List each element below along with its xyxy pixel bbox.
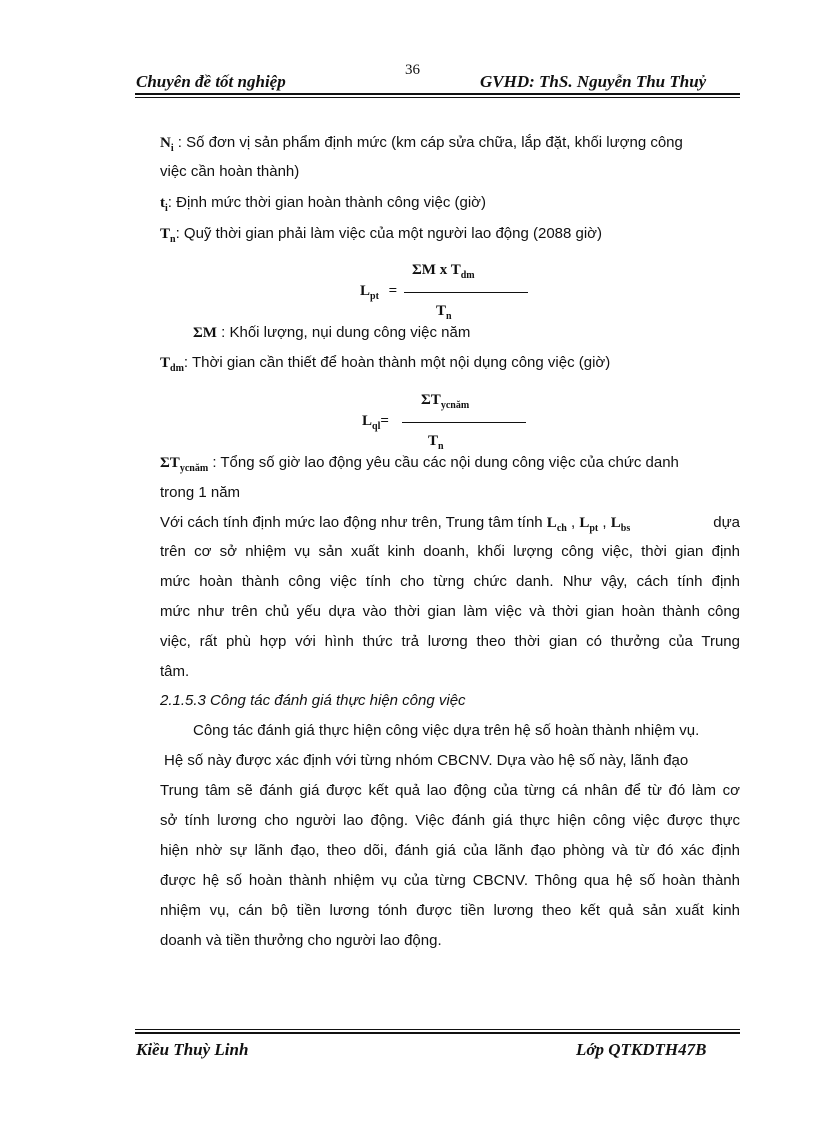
formula2-lhs	[362, 413, 389, 430]
formula2-numerator-text: ΣT	[421, 392, 441, 408]
def-tn-line	[160, 224, 740, 246]
para2-line-8: doanh và tiền thưởng cho người lao động.	[160, 932, 442, 949]
lch-symbol: L	[546, 515, 557, 531]
header-rule-thin	[135, 97, 740, 98]
tn-text: : Quỹ thời gian phải làm việc của một người lao động (2088 giờ)	[175, 225, 603, 242]
sm-text: : Khối lượng, nụi dung công việc năm	[216, 324, 471, 341]
formula2-denominator	[428, 433, 444, 450]
comma-1: ,	[566, 514, 580, 531]
footer-right: Lớp QTKDTH47B	[576, 1040, 707, 1059]
para1-line-1-post: dựa	[713, 514, 740, 531]
formula1-denominator-text: T	[436, 303, 447, 319]
ni-text: : Số đơn vị sản phẩm định mức (km cáp sửa chữa, lắp đặt, khối lượng công	[173, 134, 683, 151]
para2-line-7: nhiệm vụ, cán bộ tiền lương tónh được tiền lương theo kết quả sản xuất kinh	[160, 902, 740, 919]
section-title: 2.1.5.3 Công tác đánh giá thực hiện công việc	[160, 692, 466, 709]
para1-line-1-pre: Với cách tính định mức lao động như trên, Trung tâm tính	[160, 514, 547, 531]
def-sty-line	[160, 453, 740, 475]
formula2-numerator	[421, 392, 469, 409]
para2-line-6: được hệ số hoàn thành nhiệm vụ của từng CBCNV. Thông qua hệ số hoàn thành	[160, 872, 740, 889]
sty-symbol: ΣT	[160, 455, 180, 471]
formula2-denominator-text: T	[428, 433, 439, 449]
page-number: 36	[405, 62, 420, 78]
def-sty-line-2: trong 1 năm	[160, 484, 241, 501]
sm-symbol: ΣM	[193, 325, 217, 341]
header-left: Chuyên đề tốt nghiệp	[136, 72, 286, 91]
formula1-lhs-text: L	[360, 283, 371, 299]
ti-symbol: t	[160, 195, 165, 211]
formula1-fraction-bar	[404, 292, 528, 293]
lpt-subscript: pt	[589, 523, 599, 534]
para1-line-1	[160, 513, 740, 535]
para1-line-2: trên cơ sở nhiệm vụ sản xuất kinh doanh, khối lượng công việc, thời gian định	[160, 543, 740, 560]
para1-line-6: tâm.	[160, 663, 190, 680]
footer-rule-thin	[135, 1029, 740, 1030]
def-tdm-line	[160, 353, 740, 375]
formula2-denominator-sub: n	[438, 441, 444, 452]
para2-line-2: Hệ số này được xác định với từng nhóm CBCNV. Dựa vào hệ số này, lãnh đạo	[164, 752, 689, 769]
formula1-denominator	[436, 303, 452, 320]
footer-left: Kiều Thuỳ Linh	[136, 1040, 249, 1059]
tdm-subscript: dm	[170, 363, 184, 374]
para1-line-5: việc, rất phù hợp với hình thức trả lương theo thời gian có thưởng của Trung	[160, 633, 740, 650]
tn-symbol: T	[160, 226, 171, 242]
formula2-equals: =	[380, 413, 389, 429]
formula1-lhs	[360, 283, 397, 300]
def-ti-line	[160, 193, 740, 215]
lpt-symbol: L	[579, 515, 590, 531]
para2-line-1: Công tác đánh giá thực hiện công việc dựa trên hệ số hoàn thành nhiệm vụ.	[193, 722, 700, 739]
comma-2: ,	[598, 514, 611, 531]
ti-subscript: i	[165, 203, 168, 214]
formula1-lhs-sub: pt	[370, 291, 379, 302]
sty-text: : Tổng số giờ lao động yêu cầu các nội dung công việc của chức danh	[208, 454, 679, 471]
ti-text: : Định mức thời gian hoàn thành công việc (giờ)	[167, 194, 486, 211]
para2-line-4: sở tính lương cho người lao động. Việc đánh giá thực hiện công việc được thực	[160, 812, 740, 829]
lbs-subscript: bs	[620, 523, 631, 534]
tdm-symbol: T	[160, 355, 171, 371]
formula1-numerator-sub: dm	[460, 270, 475, 281]
para1-line-3: mức hoàn thành công việc tính cho từng chức danh. Như vậy, cách tính định	[160, 573, 740, 590]
formula1-equals: =	[388, 283, 398, 299]
ni-subscript: i	[170, 143, 174, 154]
formula2-lhs-text: L	[362, 413, 373, 429]
formula2-numerator-sub: ycnăm	[440, 400, 470, 411]
def-ni-line-2: việc cần hoàn thành)	[160, 163, 300, 180]
formula2-fraction-bar	[402, 422, 526, 423]
formula2-lhs-sub: ql	[372, 421, 381, 432]
para2-line-5: hiện nhờ sự lãnh đạo, theo dõi, đánh giá của lãnh đạo phòng và từ đó xác định	[160, 842, 740, 859]
para1-line-4: mức như trên chủ yếu dựa vào thời gian làm việc và thời gian hoàn thành công	[160, 603, 740, 620]
lch-subscript: ch	[556, 523, 567, 534]
tn-subscript: n	[170, 234, 176, 245]
formula1-numerator	[412, 262, 475, 279]
tdm-text: : Thời gian cần thiết để hoàn thành một nội dụng công việc (giờ)	[183, 354, 611, 371]
header-right: GVHD: ThS. Nguyễn Thu Thuỷ	[480, 72, 707, 91]
formula1-numerator-text: ΣM x T	[412, 262, 461, 278]
para2-line-3: Trung tâm sẽ đánh giá được kết quả lao động của từng cá nhân để từ đó làm cơ	[160, 782, 740, 799]
sty-subscript: ycnăm	[179, 463, 209, 474]
def-ni-line	[160, 133, 740, 155]
formula1-denominator-sub: n	[446, 311, 452, 322]
ni-symbol: N	[160, 135, 171, 151]
lbs-symbol: L	[610, 515, 621, 531]
def-sm-line	[193, 323, 733, 343]
footer-rule-thick	[135, 1032, 740, 1034]
header-rule-thick	[135, 93, 740, 95]
